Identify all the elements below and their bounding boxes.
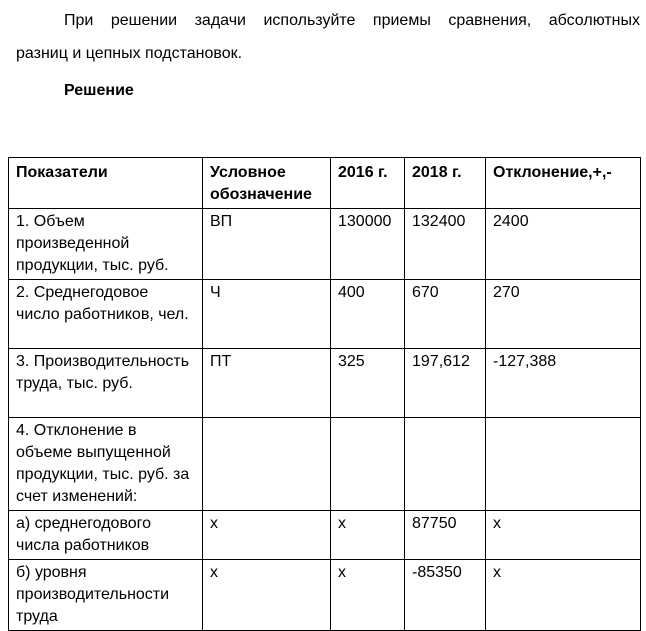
cell-deviation: -127,388 — [486, 349, 641, 418]
instruction-line-1: При решении задачи используйте приемы сравнения, абсолютных — [64, 12, 640, 29]
cell-symbol: ПТ — [203, 349, 331, 418]
cell-2018: -85350 — [405, 560, 486, 631]
cell-2016: 325 — [331, 349, 405, 418]
table-row — [9, 560, 641, 631]
table-row — [9, 511, 641, 560]
cell-deviation: х — [486, 560, 641, 631]
cell-deviation: х — [486, 511, 641, 560]
cell-2016: 130000 — [331, 209, 405, 280]
table-header-row — [9, 158, 641, 209]
table-row — [9, 209, 641, 280]
header-2018: 2018 г. — [405, 158, 486, 209]
table-row — [9, 349, 641, 418]
cell-2016: 400 — [331, 280, 405, 349]
cell-symbol: х — [203, 560, 331, 631]
table-row — [9, 418, 641, 511]
cell-2018: 197,612 — [405, 349, 486, 418]
cell-deviation — [486, 418, 641, 511]
cell-2018 — [405, 418, 486, 511]
cell-indicator: 2. Среднегодовое число работников, чел. — [9, 280, 203, 349]
cell-indicator: б) уровня производительности труда — [9, 560, 203, 631]
cell-symbol: Ч — [203, 280, 331, 349]
instruction-line-2: разниц и цепных подстановок. — [16, 45, 243, 62]
cell-indicator: 3. Производительность труда, тыс. руб. — [9, 349, 203, 418]
instruction-paragraph — [16, 4, 640, 70]
cell-symbol: х — [203, 511, 331, 560]
indicators-table — [8, 157, 641, 631]
table-row — [9, 280, 641, 349]
cell-indicator: а) среднегодового числа работников — [9, 511, 203, 560]
cell-2018: 670 — [405, 280, 486, 349]
cell-2016: х — [331, 511, 405, 560]
header-2016: 2016 г. — [331, 158, 405, 209]
cell-symbol — [203, 418, 331, 511]
cell-2016: х — [331, 560, 405, 631]
cell-2018: 132400 — [405, 209, 486, 280]
cell-indicator: 4. Отклонение в объеме выпущенной продукции, тыс. руб. за счет изменений: — [9, 418, 203, 511]
header-symbol: Условное обозначение — [203, 158, 331, 209]
cell-2016 — [331, 418, 405, 511]
cell-indicator: 1. Объем произведенной продукции, тыс. руб. — [9, 209, 203, 280]
cell-symbol: ВП — [203, 209, 331, 280]
cell-2018: 87750 — [405, 511, 486, 560]
header-indicators: Показатели — [9, 158, 203, 209]
cell-deviation: 2400 — [486, 209, 641, 280]
header-deviation: Отклонение,+,- — [486, 158, 641, 209]
cell-deviation: 270 — [486, 280, 641, 349]
solution-heading: Решение — [64, 82, 134, 99]
